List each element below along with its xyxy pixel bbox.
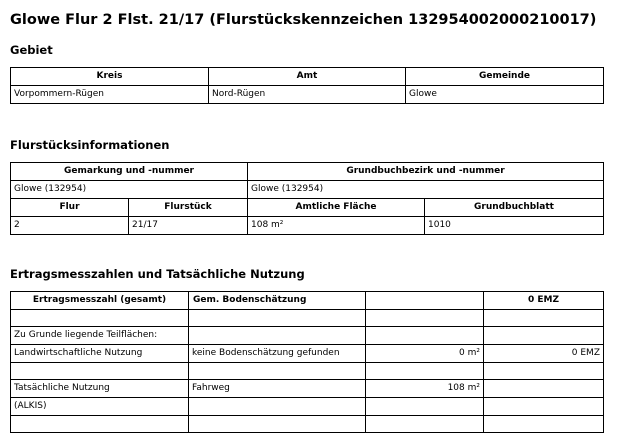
- ertrag-table: [10, 291, 604, 433]
- flurstuecksinfo-table: [10, 162, 604, 235]
- column-header-kreis: Kreis: [11, 68, 209, 86]
- gemeinde-value: Glowe: [406, 86, 604, 104]
- column-header-emz-total: 0 EMZ: [484, 292, 604, 310]
- table-cell: [189, 398, 366, 416]
- flur-value: 2: [11, 217, 129, 235]
- table-cell: [484, 380, 604, 398]
- gebiet-table: [10, 67, 604, 104]
- table-row: [11, 398, 604, 416]
- table-header-row: [11, 163, 604, 181]
- column-header-amt: Amt: [209, 68, 406, 86]
- table-cell: [11, 310, 189, 327]
- table-cell: [484, 398, 604, 416]
- table-header-row: [11, 199, 604, 217]
- tatsaechliche-nutzung-label: Tatsächliche Nutzung: [11, 380, 189, 398]
- nutzungsart-value: Fahrweg: [189, 380, 366, 398]
- table-cell: [189, 310, 366, 327]
- gemarkung-value: Glowe (132954): [11, 181, 248, 199]
- column-header-flurstueck: Flurstück: [129, 199, 248, 217]
- table-row: [11, 416, 604, 433]
- table-row: [11, 86, 604, 104]
- column-header-bodenschaetzung: Gem. Bodenschätzung: [189, 292, 366, 310]
- table-cell: [366, 363, 484, 380]
- flaeche-value: 0 m²: [366, 345, 484, 363]
- table-cell: [484, 363, 604, 380]
- grundbuchbezirk-value: Glowe (132954): [248, 181, 604, 199]
- table-cell: [366, 327, 484, 345]
- nutzung-label: Landwirtschaftliche Nutzung: [11, 345, 189, 363]
- emz-value: 0 EMZ: [484, 345, 604, 363]
- table-row: [11, 363, 604, 380]
- table-cell: [366, 398, 484, 416]
- table-cell: [189, 363, 366, 380]
- amtliche-flaeche-value: 108 m²: [248, 217, 425, 235]
- alkis-label: (ALKIS): [11, 398, 189, 416]
- table-row: [11, 327, 604, 345]
- table-cell: [366, 416, 484, 433]
- bodenschaetzung-value: keine Bodenschätzung gefunden: [189, 345, 366, 363]
- table-row: [11, 217, 604, 235]
- table-cell: [366, 310, 484, 327]
- section-heading-gebiet: Gebiet: [10, 43, 53, 57]
- section-heading-ertragsmesszahlen: Ertragsmesszahlen und Tatsächliche Nutzung: [10, 267, 305, 281]
- column-header-flur: Flur: [11, 199, 129, 217]
- table-cell: [484, 416, 604, 433]
- table-header-row: [11, 68, 604, 86]
- amt-value: Nord-Rügen: [209, 86, 406, 104]
- column-header-blank: [366, 292, 484, 310]
- table-cell: [484, 327, 604, 345]
- teilflaechen-label: Zu Grunde liegende Teilflächen:: [11, 327, 189, 345]
- table-row: [11, 181, 604, 199]
- table-cell: [484, 310, 604, 327]
- table-cell: [189, 416, 366, 433]
- column-header-gemarkung: Gemarkung und -nummer: [11, 163, 248, 181]
- column-header-grundbuchbezirk: Grundbuchbezirk und -nummer: [248, 163, 604, 181]
- column-header-amtliche-flaeche: Amtliche Fläche: [248, 199, 425, 217]
- table-header-row: [11, 292, 604, 310]
- table-row: [11, 380, 604, 398]
- column-header-grundbuchblatt: Grundbuchblatt: [425, 199, 604, 217]
- page-title: Glowe Flur 2 Flst. 21/17 (Flurstückskennzeichen 132954002000210017): [10, 12, 597, 28]
- table-cell: [11, 416, 189, 433]
- column-header-gemeinde: Gemeinde: [406, 68, 604, 86]
- flurstueck-value: 21/17: [129, 217, 248, 235]
- table-row: [11, 345, 604, 363]
- kreis-value: Vorpommern-Rügen: [11, 86, 209, 104]
- section-heading-flurstuecksinformationen: Flurstücksinformationen: [10, 138, 170, 152]
- nutzung-flaeche-value: 108 m²: [366, 380, 484, 398]
- table-cell: [189, 327, 366, 345]
- column-header-ertragsmesszahl: Ertragsmesszahl (gesamt): [11, 292, 189, 310]
- table-row: [11, 310, 604, 327]
- grundbuchblatt-value: 1010: [425, 217, 604, 235]
- table-cell: [11, 363, 189, 380]
